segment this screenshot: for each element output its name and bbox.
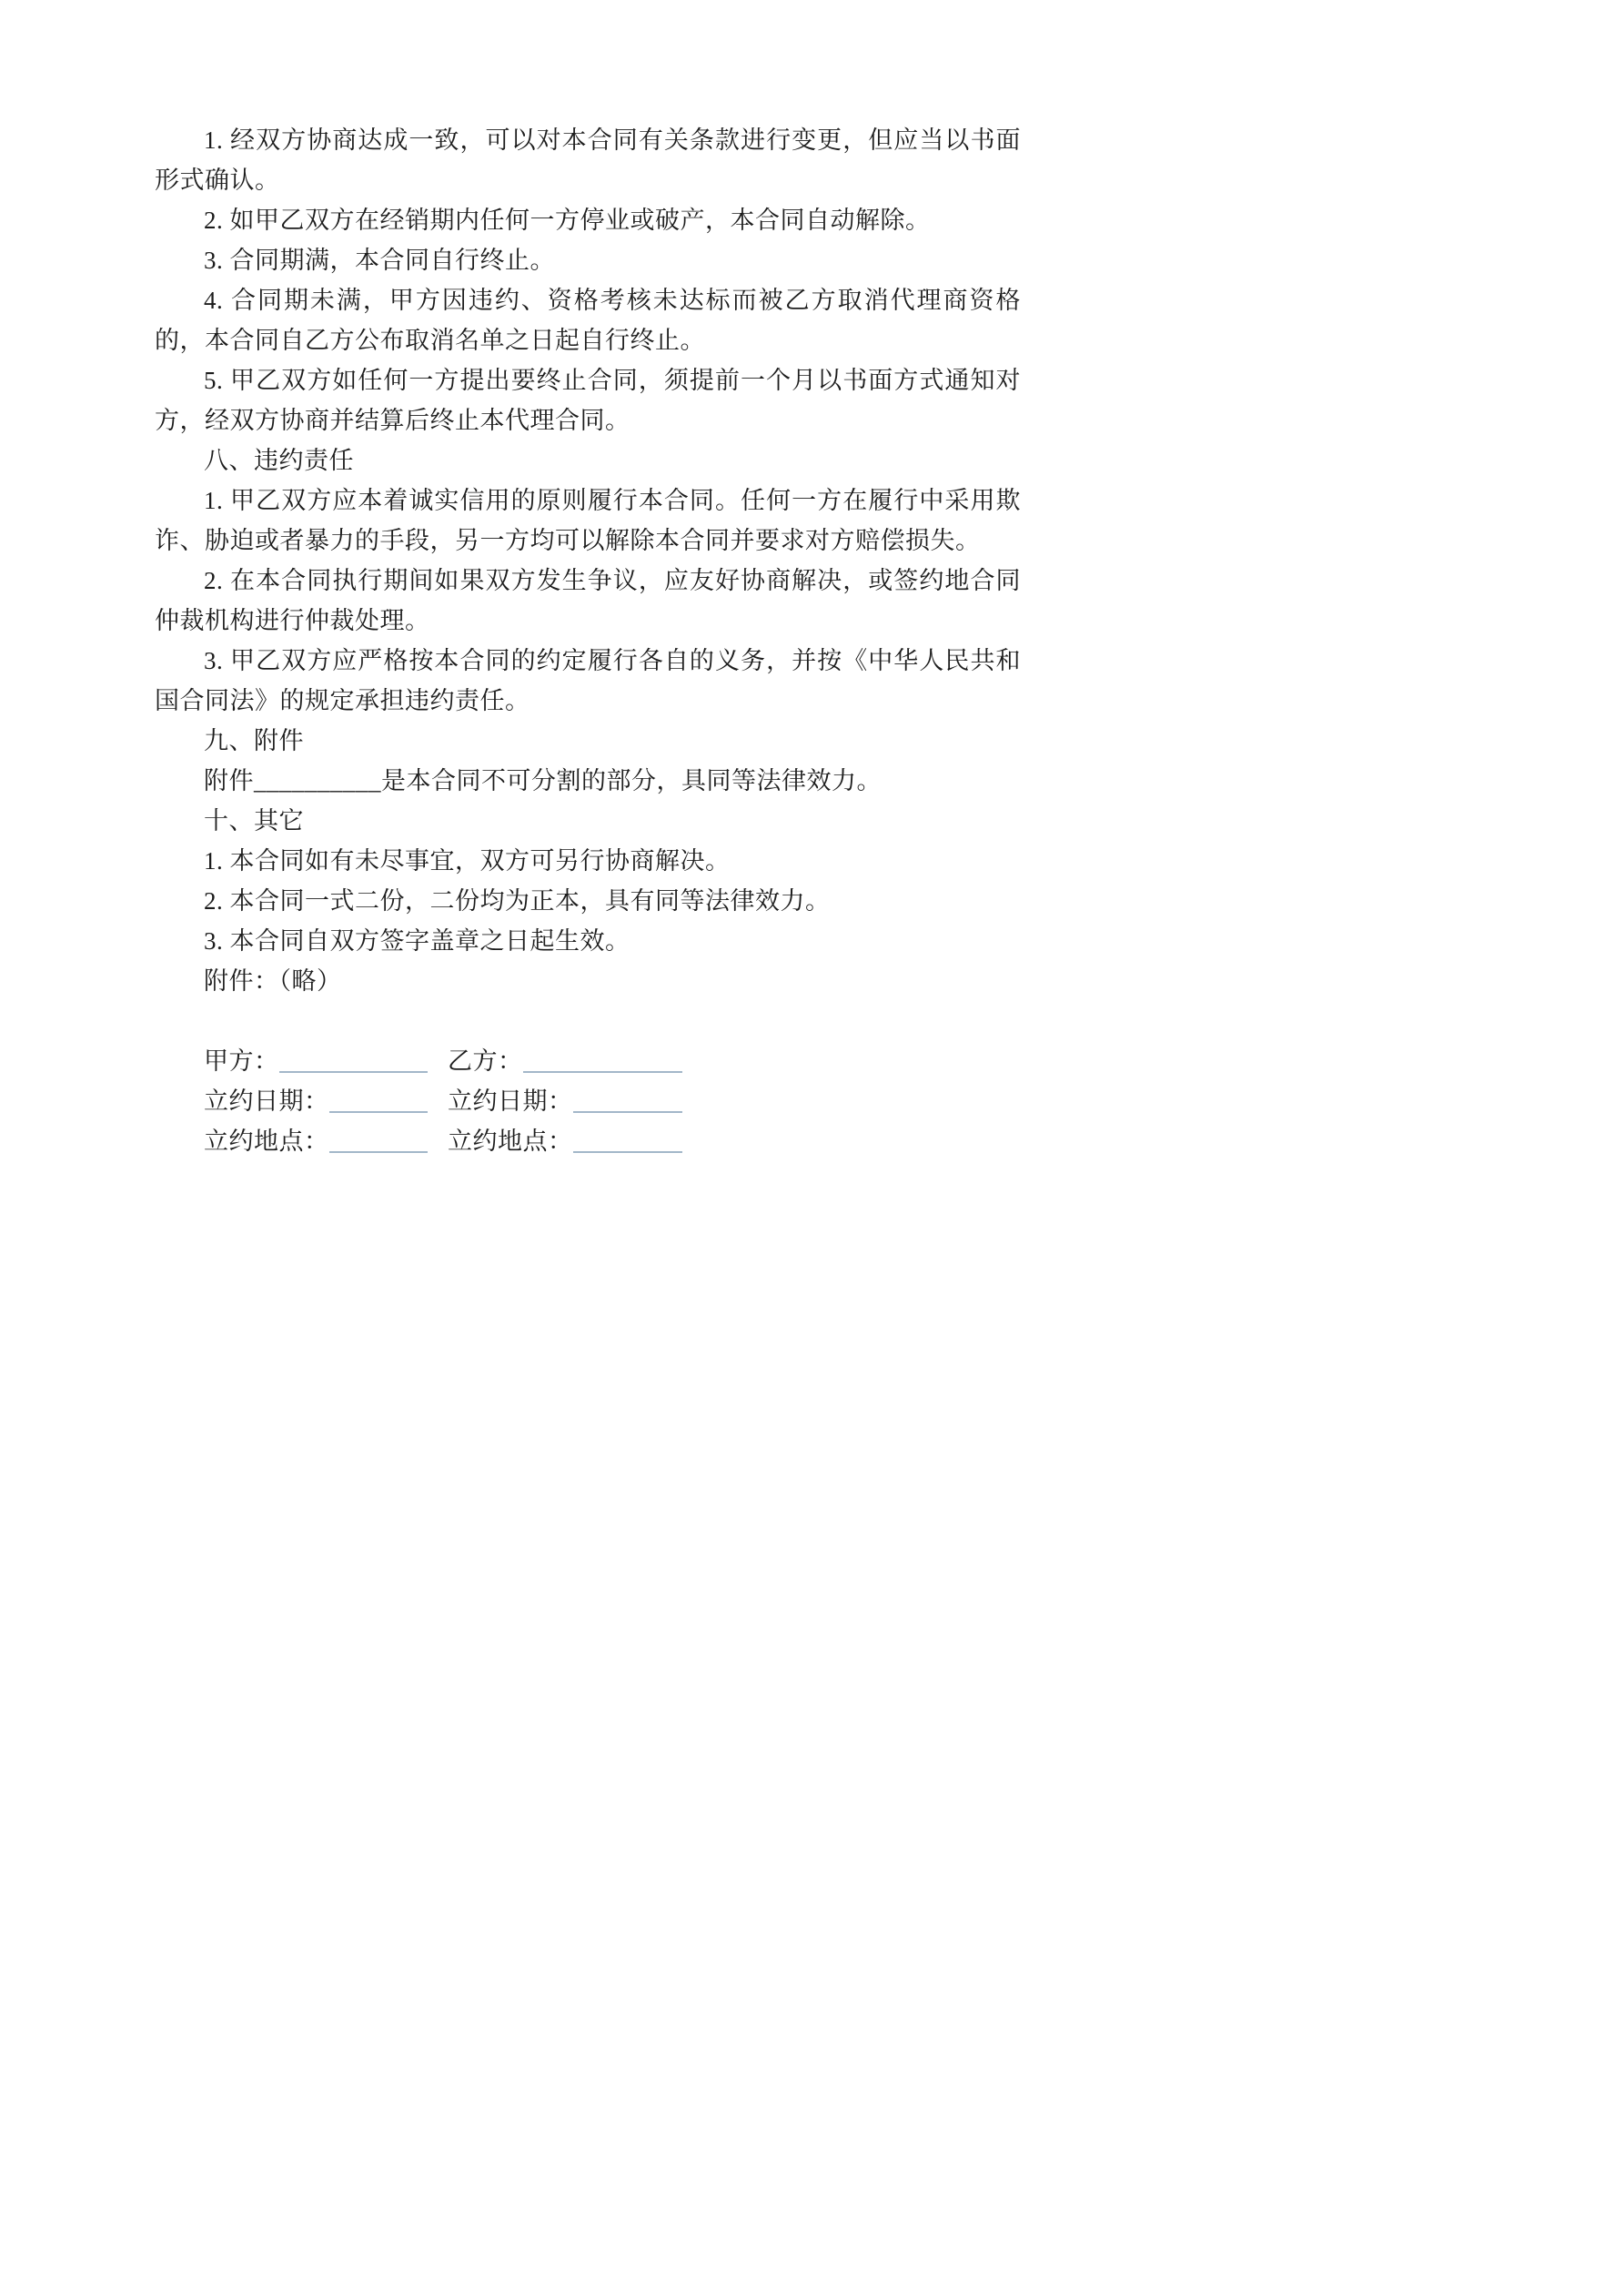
party-b-place-blank-line	[573, 1121, 683, 1153]
document-body	[155, 120, 1021, 1161]
clause-paragraph: 4. 合同期未满，甲方因违约、资格考核未达标而被乙方取消代理商资格的，本合同自乙方公布取消名单之日起自行终止。	[155, 287, 1021, 354]
section-heading-8: 八、违约责任	[204, 447, 354, 474]
party-a-label: 甲方：	[204, 1047, 279, 1075]
party-a-place-field	[204, 1121, 448, 1161]
clause-paragraph: 1. 经双方协商达成一致，可以对本合同有关条款进行变更，但应当以书面形式确认。	[155, 126, 1021, 194]
attachment-blank-line: 附件__________是本合同不可分割的部分，具同等法律效力。	[204, 767, 882, 794]
signature-row-parties	[204, 1041, 1021, 1081]
clause-paragraph: 1. 甲乙双方应本着诚实信用的原则履行本合同。任何一方在履行中采用欺诈、胁迫或者暴力的手段，另一方均可以解除本合同并要求对方赔偿损失。	[155, 487, 1021, 554]
party-b-place-label: 立约地点：	[448, 1128, 573, 1155]
section-heading-10: 十、其它	[204, 807, 304, 834]
party-a-date-blank-line	[329, 1081, 429, 1113]
clause-paragraph: 3. 甲乙双方应严格按本合同的约定履行各自的义务，并按《中华人民共和国合同法》的规定承担违约责任。	[155, 647, 1021, 714]
party-a-place-label: 立约地点：	[204, 1128, 329, 1155]
clause-paragraph: 2. 如甲乙双方在经销期内任何一方停业或破产，本合同自动解除。	[204, 207, 931, 234]
party-b-date-field	[448, 1081, 682, 1121]
party-a-date-label: 立约日期：	[204, 1087, 329, 1115]
party-a-blank-line	[279, 1041, 429, 1073]
clause-paragraph: 3. 本合同自双方签字盖章之日起生效。	[204, 927, 630, 955]
clause-paragraph: 1. 本合同如有未尽事宜，双方可另行协商解决。	[204, 847, 731, 875]
party-b-blank-line	[523, 1041, 683, 1073]
attachment-note: 附件：（略）	[204, 967, 342, 995]
party-b-date-blank-line	[573, 1081, 683, 1113]
party-a-place-blank-line	[329, 1121, 429, 1153]
clause-paragraph: 2. 在本合同执行期间如果双方发生争议，应友好协商解决，或签约地合同仲裁机构进行仲裁处理。	[155, 567, 1021, 634]
signature-row-dates	[204, 1081, 1021, 1121]
signature-block	[155, 1041, 1021, 1161]
party-b-label: 乙方：	[448, 1047, 523, 1075]
section-heading-9: 九、附件	[204, 727, 304, 754]
clause-paragraph: 3. 合同期满，本合同自行终止。	[204, 247, 555, 274]
party-a-field	[204, 1041, 448, 1081]
signature-row-places	[204, 1121, 1021, 1161]
clause-paragraph: 5. 甲乙双方如任何一方提出要终止合同，须提前一个月以书面方式通知对方，经双方协商并结算后终止本代理合同。	[155, 367, 1021, 434]
party-b-field	[448, 1041, 682, 1081]
party-a-date-field	[204, 1081, 448, 1121]
party-b-place-field	[448, 1121, 682, 1161]
clause-paragraph: 2. 本合同一式二份，二份均为正本，具有同等法律效力。	[204, 887, 831, 915]
party-b-date-label: 立约日期：	[448, 1087, 573, 1115]
